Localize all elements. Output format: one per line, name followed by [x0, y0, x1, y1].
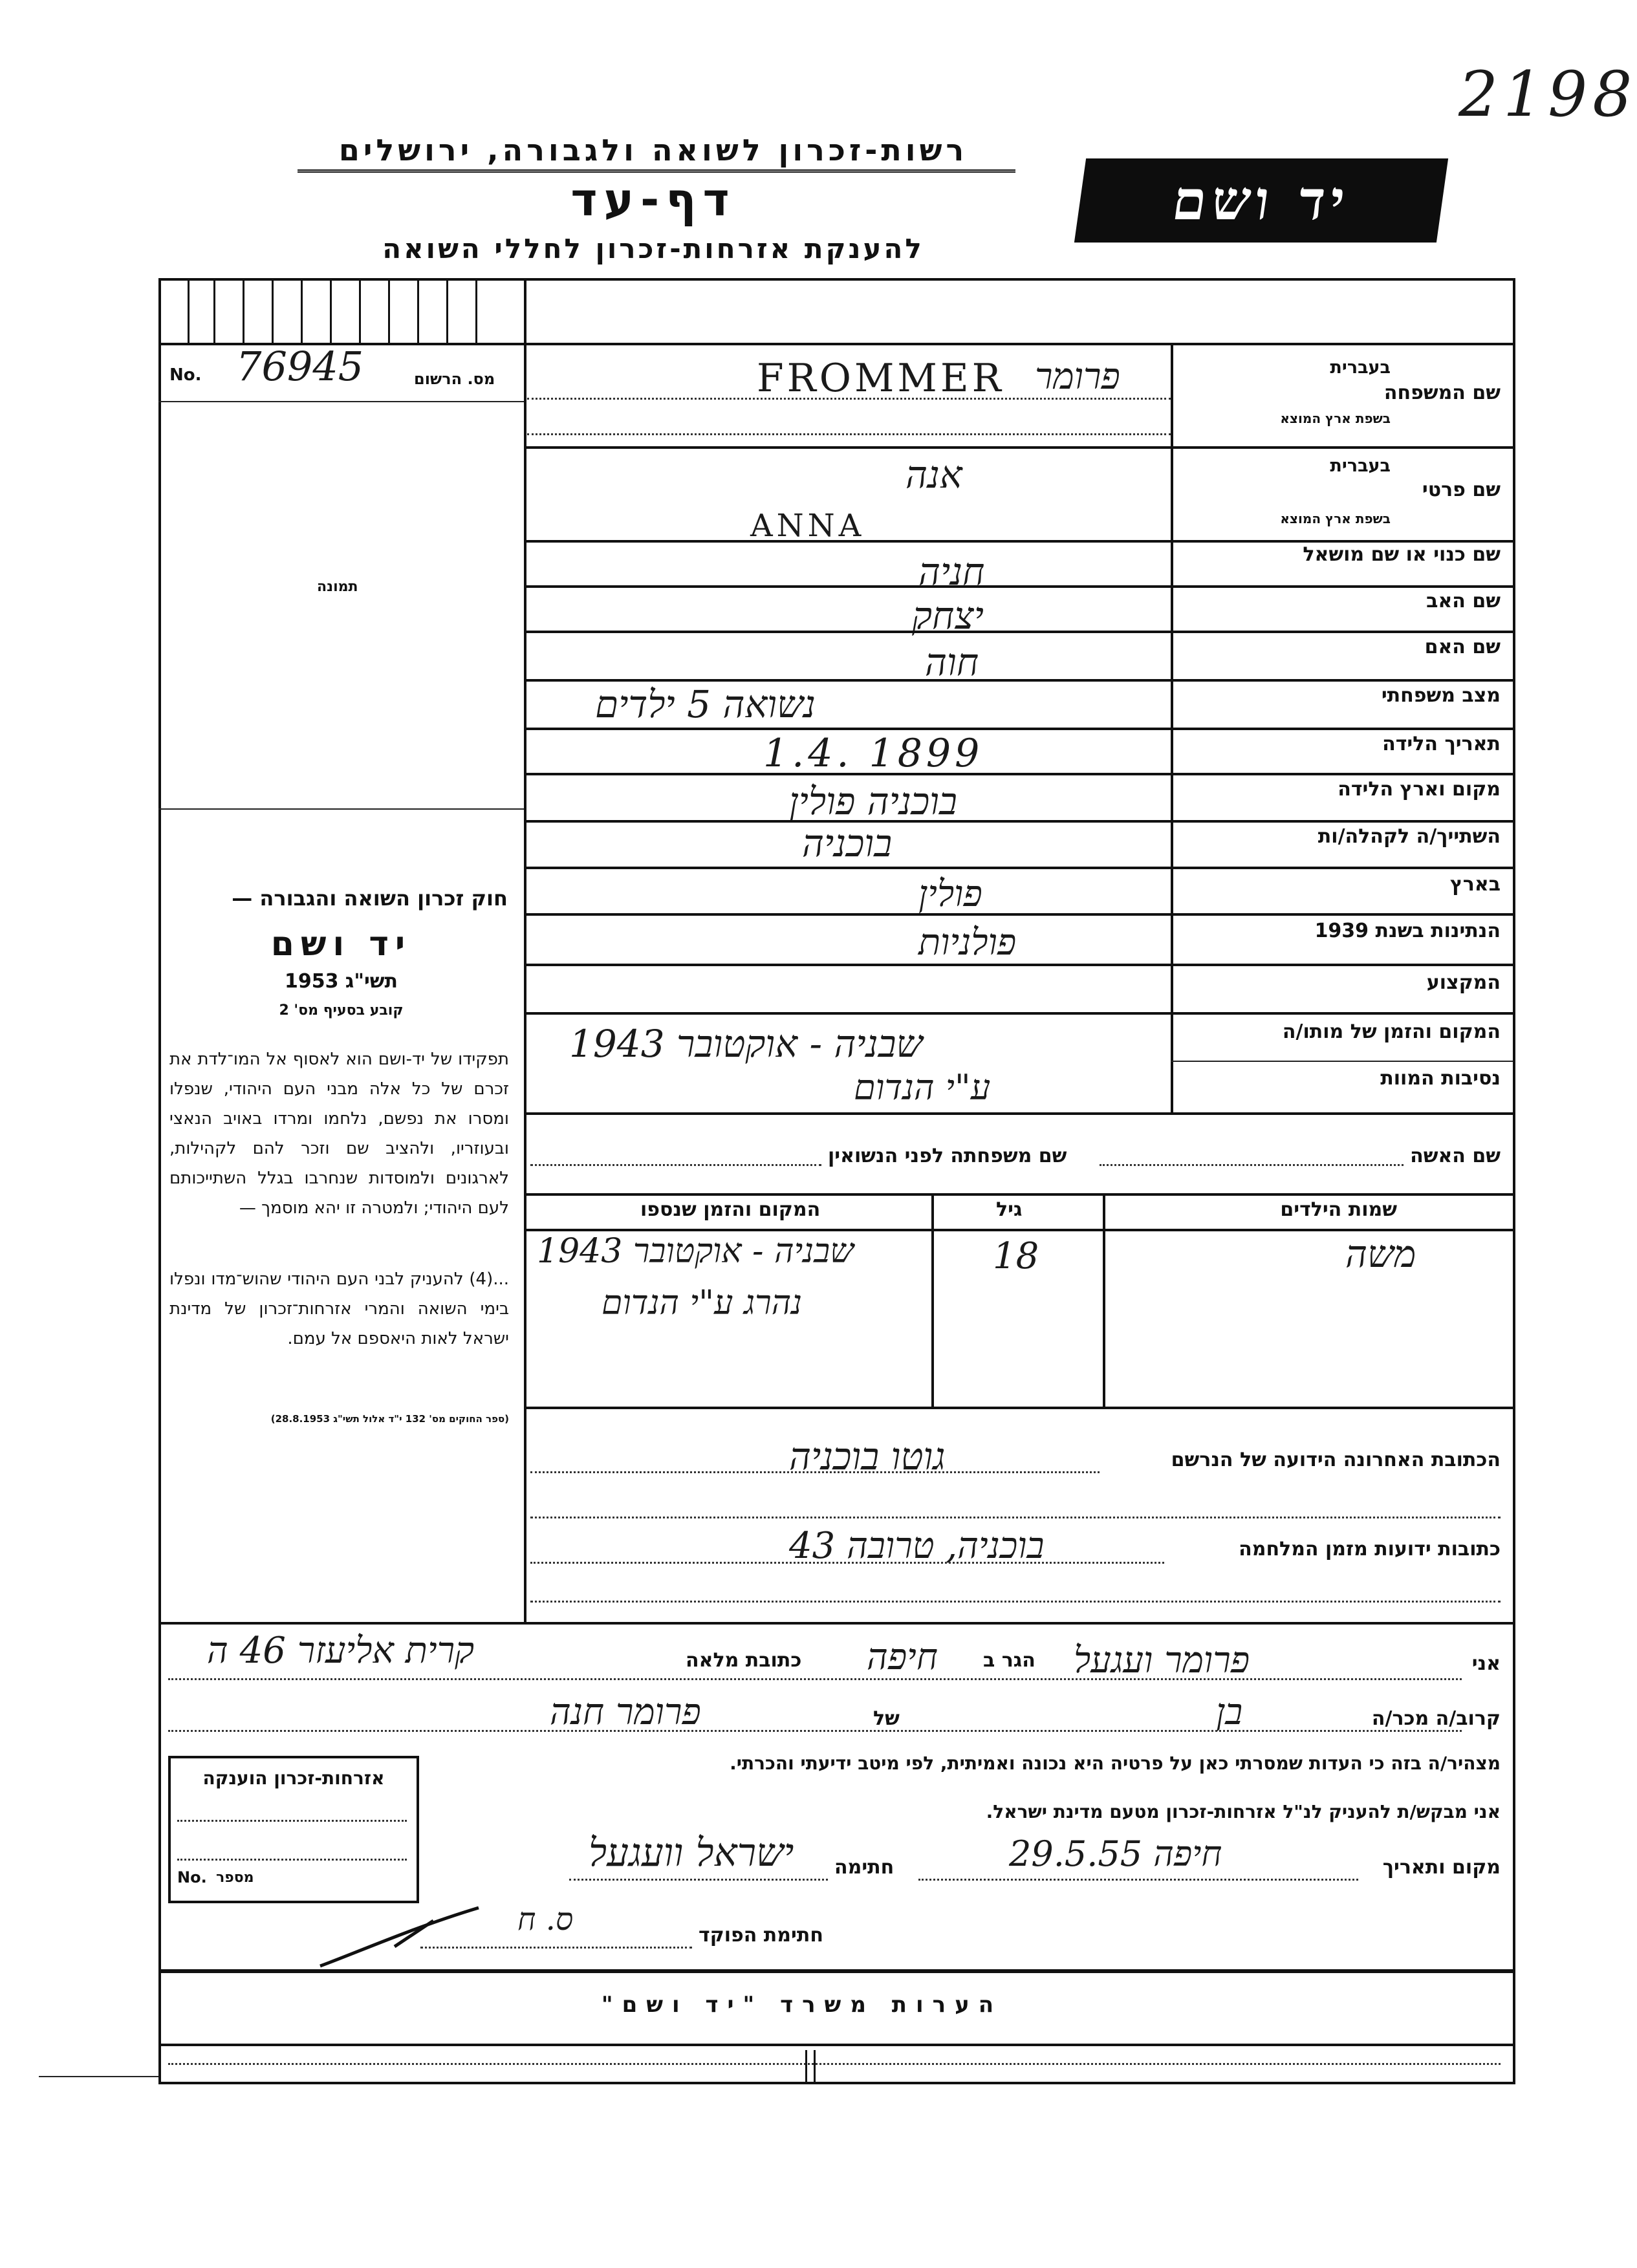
nickname-label: שם כנוי או שם מושאל	[1303, 543, 1501, 566]
authority-underline	[298, 169, 1015, 173]
maiden-name-label: שם משפחתה לפני הנשואין	[828, 1145, 1067, 1167]
mother-label: שם האם	[1424, 636, 1501, 658]
page-edge-line	[39, 2076, 158, 2077]
registration-no-label: No.	[169, 365, 202, 385]
marital-status-label: מצב משפחתי	[1381, 684, 1501, 707]
father-value: יצחק	[912, 594, 984, 638]
law-clause: קובע בסעיף מס' 2	[279, 1002, 404, 1019]
clerk-signature: ס. ח	[517, 1901, 574, 1938]
relation-value: בן	[1216, 1691, 1243, 1733]
child-age-header: גיל	[996, 1198, 1023, 1221]
mother-value: חוה	[925, 640, 979, 684]
wartime-address-label: כתובות ידועות מזמן המלחמה	[1239, 1538, 1501, 1561]
citizenship-value: פולניות	[918, 922, 1017, 964]
office-remarks-heading: הערות משרד "יד ושם"	[601, 1992, 1003, 2018]
signature-label: חתימה	[834, 1856, 894, 1879]
last-address-value: גוטו בוכניה	[789, 1434, 946, 1478]
death-place-label: המקום והזמן של מותו/ה	[1282, 1021, 1501, 1043]
check-mark-stroke	[317, 1901, 485, 1972]
declarant-i-label: אני	[1471, 1652, 1501, 1675]
place-date-label: מקום ותאריך	[1382, 1856, 1501, 1879]
law-citation: (ספר החוקים מס' 132 י"ד אלול תשי"ג 28.8.1953)	[270, 1413, 509, 1425]
wife-label: שם האשה	[1410, 1145, 1501, 1167]
surname-hebrew-label: בעברית	[1330, 358, 1391, 378]
surname-label: שם המשפחה	[1383, 382, 1501, 404]
declarant-signature: ישראל וועגעל	[589, 1830, 794, 1875]
first-name-hebrew-label: בעברית	[1330, 456, 1391, 476]
birth-date-label: תאריך הלידה	[1382, 733, 1501, 755]
child-age: 18	[993, 1235, 1039, 1277]
children-names-header: שמות הילדים	[1280, 1198, 1397, 1221]
declarant-name: פרומר ועגעל	[1074, 1639, 1250, 1681]
form-subtitle: להענקת אזרחות-זכרון לחללי השואה	[382, 233, 924, 265]
nickname-value: חניה	[918, 550, 985, 594]
logo-text: יד ושם	[1168, 168, 1354, 232]
yad-vashem-logo	[1074, 158, 1448, 243]
relative-label: קרוב/ה מכר/ה	[1371, 1707, 1501, 1730]
first-name-hebrew-value: אנה	[905, 453, 962, 497]
marital-status-value: נשואה 5 ילדים	[595, 682, 816, 726]
authority-heading: רשות-זכרון לשואה ולגבורה, ירושלים	[338, 133, 968, 167]
archive-number: 2198	[1458, 58, 1637, 131]
law-heading: חוק זכרון השואה והגבורה —	[232, 886, 508, 911]
registration-label: מס. הרשום	[414, 370, 495, 388]
first-name-label: שם פרטי	[1422, 479, 1501, 501]
surname-origin-label: בשפת ארץ המוצא	[1280, 411, 1391, 426]
resides-label: הגר ב	[983, 1649, 1035, 1672]
place-time-perished-header: המקום והזמן שנספו	[640, 1198, 821, 1221]
child-name: משה	[1345, 1232, 1416, 1276]
first-name-origin-label: בשפת ארץ המוצא	[1280, 511, 1391, 526]
law-year: תשי"ג 1953	[284, 970, 398, 993]
registration-number: 76945	[236, 343, 364, 390]
community-value: בוכניה	[802, 821, 893, 865]
surname-origin-value: FROMMER	[757, 356, 1004, 401]
citizenship-box-number-label: מספר	[216, 1870, 254, 1886]
birth-date-value: 1.4. 1899	[763, 731, 984, 776]
father-label: שם האב	[1426, 590, 1501, 612]
death-circumstances-label: נסיבות המוות	[1380, 1067, 1501, 1090]
of-label: של	[873, 1707, 900, 1730]
last-address-label: הכתובת האחרונה הידועה של הנרשם	[1171, 1449, 1501, 1471]
declaration-text: מצהיר/ה בזה כי העדות שמסרתי כאן על פרטיה היא נכונה ואמיתית, לפי מיטב ידיעתי והכרתי.	[730, 1753, 1501, 1774]
child-note: נהרג ע"י הנדום	[602, 1284, 803, 1323]
surname-hebrew-value: פרומר	[1035, 356, 1120, 398]
birth-place-label: מקום וארץ הלידה	[1338, 778, 1501, 801]
community-label: השתייך/ה לקהלה/ות	[1317, 825, 1501, 848]
citizenship-box-no: No.	[177, 1868, 207, 1886]
death-circumstances-value: ע"י הנדום	[854, 1067, 991, 1108]
wartime-address-value: בוכניה, טרובה 43	[789, 1525, 1045, 1567]
law-text-1: תפקידו של יד-ושם הוא לאסוף אל המו־לדת את זכרם של כל אלה מבני העם היהודי, שנפלו ומסרו את נפשם, נלחמו ומרדו באויב הנאצי ובעוזריו, ולהציב שם וזכר להם לקהילות, לארגונים ולמוסדות שנחרבו בגלל השתייכותם לעם היהודי; ולמטרה זו יהא מוסמך —	[169, 1050, 509, 1218]
profession-label: המקצוע	[1426, 971, 1501, 994]
law-name: יד ושם	[270, 925, 412, 964]
country-value: פולין	[918, 873, 982, 915]
form-title: דף-עד	[570, 173, 736, 226]
first-name-origin-value: ANNA	[750, 508, 865, 544]
left-column-divider	[524, 278, 526, 1622]
declarant-address: קרית אליעזר 46 ה	[207, 1630, 475, 1672]
clerk-signature-label: חתימת הפוקד	[699, 1924, 823, 1947]
law-text-2: ...(4) להעניק לבני העם היהודי שהוש־מדו ונפלו בימי השואה והמרי אזרחות־זכרון של מדינת ישראל לאות היאספם אל עמם.	[169, 1269, 509, 1348]
citizenship-box-title: אזרחות-זכרון הוענקה	[202, 1767, 385, 1789]
full-address-label: כתובת מלאה	[686, 1649, 802, 1672]
country-label: בארץ	[1449, 873, 1501, 896]
citizenship-box	[168, 1756, 419, 1903]
birth-place-value: בוכניה פולין	[789, 779, 957, 823]
request-text: אני מבקש/ת להעניק לנ"ל אזרחות-זכרון מטעם מדינת ישראל.	[986, 1801, 1501, 1822]
child-place-time: שבניה - אוקטובר 1943	[537, 1232, 854, 1271]
photo-label: תמונה	[317, 579, 358, 595]
declarant-city: חיפה	[867, 1636, 938, 1678]
death-place-value: שבניה - אוקטובר 1943	[569, 1022, 923, 1066]
citizenship-label: הנתינות בשנת 1939	[1314, 920, 1501, 942]
place-date-value: חיפה 29.5.55	[1009, 1833, 1222, 1874]
relative-of-value: פרומר חנה	[550, 1691, 701, 1733]
